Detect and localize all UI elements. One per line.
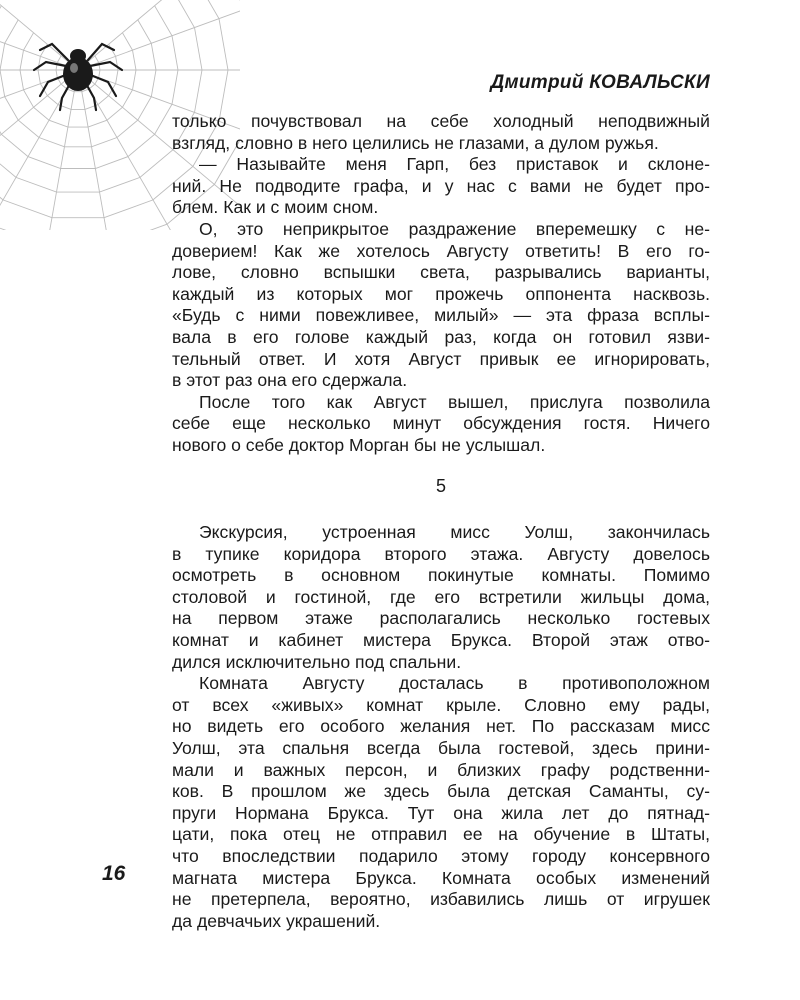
text-line: «Будь с ними повежливее, милый» — эта фраза всплы-: [172, 305, 710, 326]
text-line: дился исключительно под спальни.: [172, 651, 462, 672]
text-line: столовой и гостиной, где его встретили жильцы дома,: [172, 586, 710, 607]
text-line: тельный ответ. И хотя Август привык ее игнорировать,: [172, 348, 710, 369]
text-line: О, это неприкрытое раздражение вперемешку с не-: [199, 218, 710, 239]
text-line: Уолш, эта спальня всегда была гостевой, здесь прини-: [172, 738, 710, 759]
text-line: ний. Не подводите графа, и у нас с вами не будет про-: [172, 175, 710, 196]
page-number: 16: [102, 862, 126, 885]
text-line: ков. В прошлом же здесь была детская Саманты, су-: [172, 781, 710, 802]
text-line: блем. Как и с моим сном.: [172, 197, 379, 218]
text-line: лове, словно вспышки света, разрывались варианты,: [172, 262, 710, 283]
text-line: комнат и кабинет мистера Брукса. Второй этаж отво-: [172, 630, 710, 651]
text-line: Комната Августу досталась в противоположном: [199, 673, 710, 694]
paragraph: [172, 392, 710, 457]
chapter-number: 5: [435, 475, 446, 496]
section-two: [172, 522, 710, 932]
text-line: вала в его голове каждый раз, когда он готовил язви-: [172, 326, 710, 347]
text-line: что впоследствии подарило этому городу консервного: [172, 846, 710, 866]
text-line: но видеть его особого желания нет. По рассказам мисс: [172, 716, 710, 737]
text-line: цати, пока отец не отправил ее на обучение в Штаты,: [172, 824, 710, 845]
text-line: мали и важных персон, и близких графу родственни-: [172, 759, 710, 780]
text-line: да девчачьих украшений.: [172, 910, 381, 931]
text-line: только почувствовал на себе холодный неподвижный: [172, 111, 710, 131]
text-line: Экскурсия, устроенная мисс Уолш, закончилась: [199, 522, 710, 543]
page-body-text: [172, 111, 710, 932]
text-line: — Называйте меня Гарп, без приставок и склоне-: [199, 154, 710, 175]
text-line: осмотреть в основном покинутые комнаты. Помимо: [172, 565, 710, 586]
text-line: нового о себе доктор Морган бы не услышал.: [172, 434, 546, 455]
paragraph: [172, 219, 710, 392]
text-line: каждый из которых мог прожечь оппонента насквозь.: [172, 283, 710, 304]
text-line: от всех «живых» комнат крыле. Словно ему рады,: [172, 694, 710, 715]
text-line: магната мистера Брукса. Комната особых изменений: [172, 867, 710, 888]
text-line: взгляд, словно в него целились не глазами, а дулом ружья.: [172, 132, 659, 153]
text-line: не претерпела, вероятно, избавились лишь от игрушек: [172, 889, 710, 910]
paragraph: [172, 111, 710, 154]
paragraph: [172, 154, 710, 219]
running-head-author: Дмитрий КОВАЛЬСКИ: [490, 72, 710, 93]
spider-icon: [34, 44, 122, 110]
text-line: на первом этаже располагались несколько гостевых: [172, 608, 710, 629]
paragraph: [172, 522, 710, 673]
text-line: пруги Нормана Брукса. Тут она жила лет до пятнад-: [172, 802, 710, 823]
text-line: в тупике коридора второго этажа. Августу довелось: [172, 543, 710, 564]
text-line: себе еще несколько минут обсуждения гостя. Ничего: [172, 413, 710, 434]
text-line: После того как Август вышел, прислуга позволила: [199, 391, 710, 412]
text-line: в этот раз она его сдержала.: [172, 370, 408, 391]
paragraph: [172, 673, 710, 932]
text-line: доверием! Как же хотелось Августу ответить! В его го-: [172, 240, 710, 261]
section-one: [172, 111, 710, 457]
